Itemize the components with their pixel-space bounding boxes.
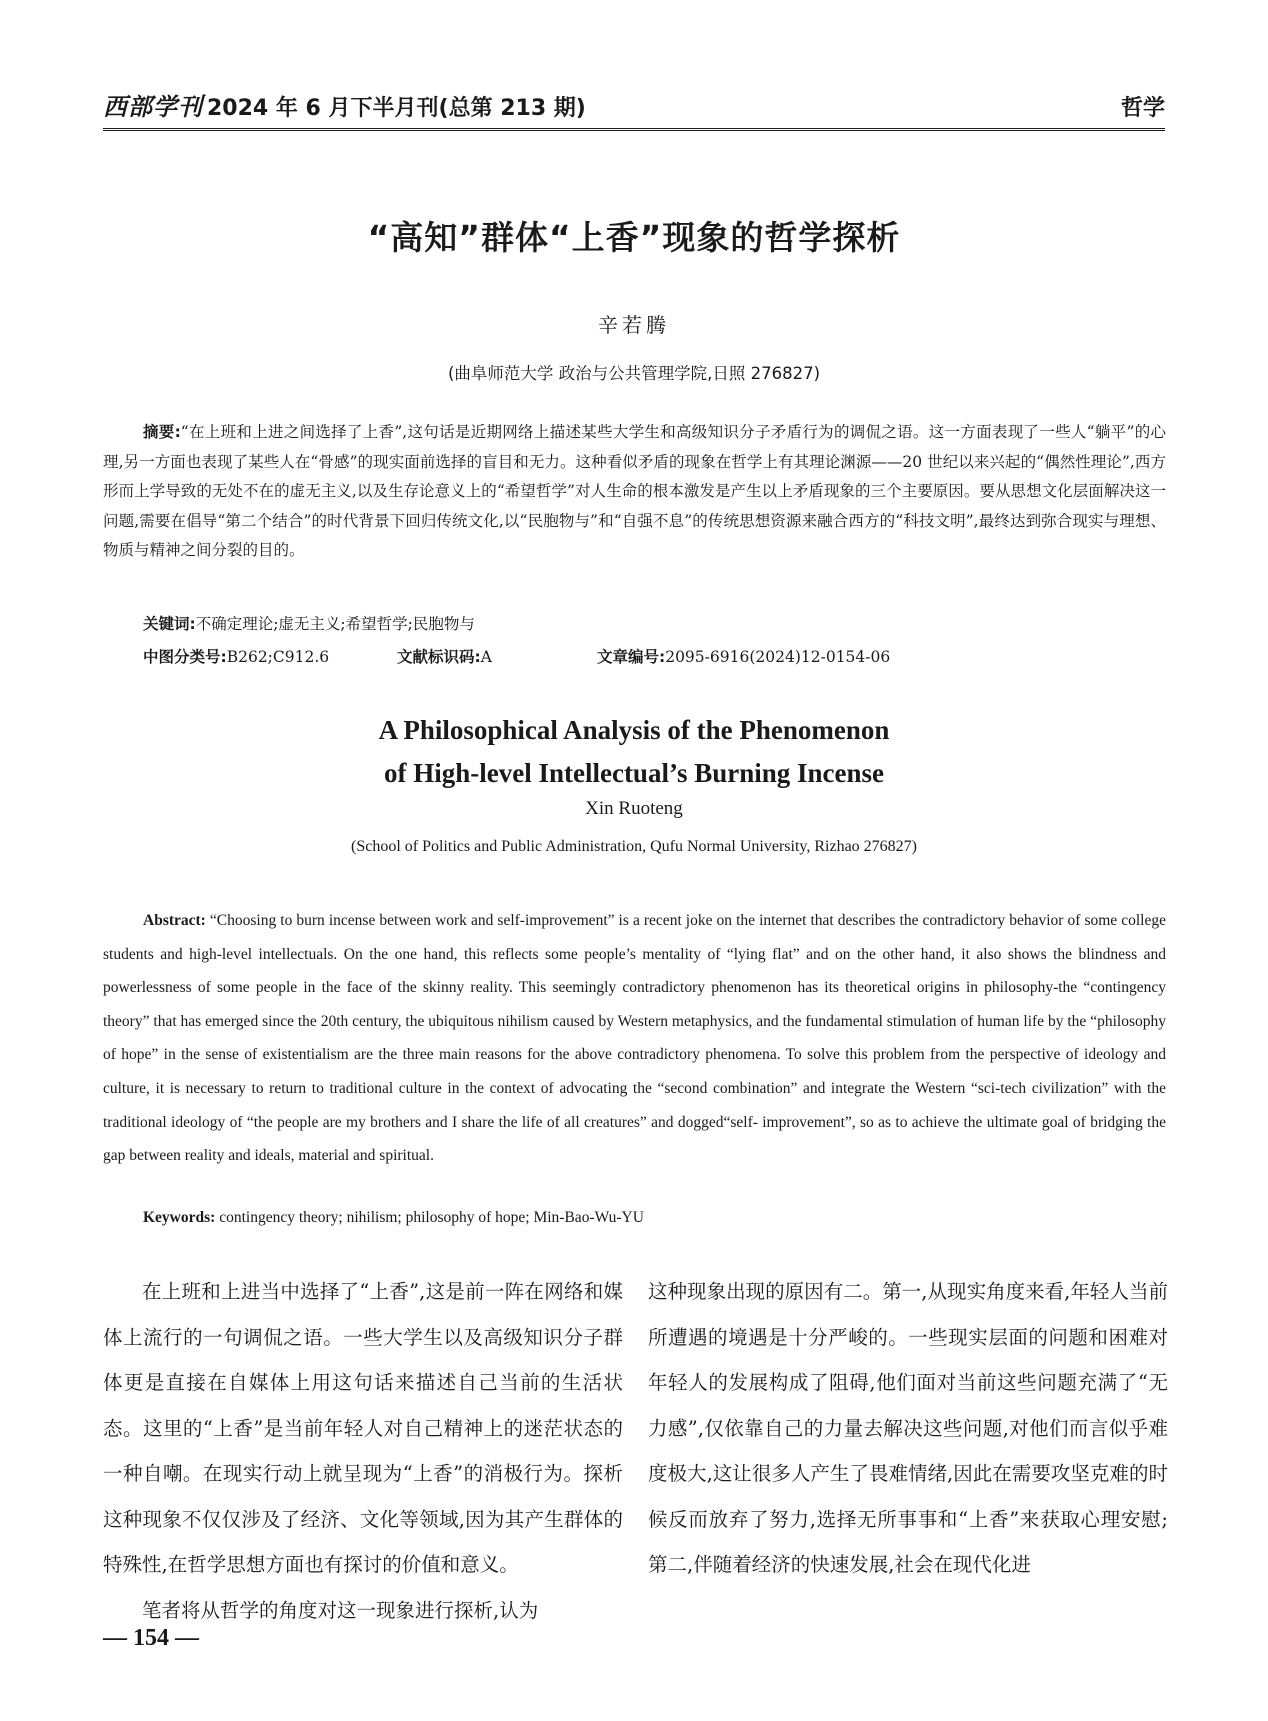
clc-label: 中图分类号: — [143, 648, 227, 666]
body-paragraph: 在上班和上进当中选择了“上香”,这是前一阵在网络和媒体上流行的一句调侃之语。一些大学生以及高级知识分子群体更是直接在自媒体上用这句话来描述自己当前的生活状态。这里的“上香”是当前年轻人对自己精神上的迷茫状态的一种自嘲。在现实行动上就呈现为“上香”的消极行为。探析这种现象不仅仅涉及了经济、文化等领域,因为其产生群体的特殊性,在哲学思想方面也有探讨的价值和意义。 — [103, 1280, 623, 1576]
keywords-cn — [143, 612, 475, 634]
keywords-en-label: Keywords: — [143, 1209, 216, 1226]
affiliation-en: (School of Politics and Public Administration, Qufu Normal University, Rizhao 276827) — [350, 838, 917, 855]
article-value: 2095-6916(2024)12-0154-06 — [665, 648, 891, 666]
section-name: 哲学 — [1120, 96, 1165, 121]
body-column-right — [648, 1269, 1168, 1588]
page-number: — 154 — — [103, 1625, 199, 1651]
article-title-cn: “高知”群体“上香”现象的哲学探析 — [367, 218, 901, 257]
body-column-left — [103, 1269, 623, 1633]
running-header — [103, 86, 1165, 131]
abstract-en-label: Abstract: — [143, 912, 206, 929]
article-code — [597, 645, 890, 667]
body-paragraph: 这种现象出现的原因有二。第一,从现实角度来看,年轻人当前所遭遇的境遇是十分严峻的。一些现实层面的问题和困难对年轻人的发展构成了阻碍,他们面对当前这些问题充满了“无力感”,仅依靠自己的力量去解决这些问题,对他们而言似乎难度极大,这让很多人产生了畏难情绪,因此在需要攻坚克难的时候反而放弃了努力,选择无所事事和“上香”来获取心理安慰;第二,伴随着经济的快速发展,社会在现代化进 — [648, 1280, 1168, 1576]
doc-value: A — [480, 648, 492, 666]
keywords-cn-text: 不确定理论;虚无主义;希望哲学;民胞物与 — [195, 615, 475, 633]
doc-code — [397, 645, 492, 667]
issue-info: 2024 年 6 月下半月刊(总第 213 期) — [207, 96, 586, 121]
keywords-en-text: contingency theory; nihilism; philosophy of hope; Min-Bao-Wu-YU — [215, 1209, 644, 1226]
keywords-en — [143, 1209, 644, 1227]
abstract-en — [103, 904, 1166, 1173]
abstract-cn-label: 摘要: — [143, 423, 181, 441]
abstract-en-text: “Choosing to burn incense between work and self-improvement” is a recent joke on the internet that describes the contradictory behavior of some college students and high-level intellectuals. On the one hand, this reflects some people’s mentality of “lying flat” and on the other hand, it also shows the blindness and powerlessness of some people in the face of the skinny reality. This seemingly contradictory phenomenon has its theoretical origins in philosophy-the “contingency theory” that has emerged since the 20th century, the ubiquitous nihilism caused by Western metaphysics, and the fundamental stimulation of human life by the “philosophy of hope” in the sense of existentialism are the three main reasons for the above contradictory phenomena. To solve this problem from the perspective of ideology and culture, it is necessary to return to traditional culture in the context of advocating the “second combination” and integrate the Western “sci-tech civilization” with the traditional ideology of “the people are my brothers and I share the life of all creatures” and dogged“self- improvement”, so as to achieve the ultimate goal of bridging the gap between reality and ideals, material and spiritual. — [103, 912, 1166, 1165]
keywords-cn-label: 关键词: — [143, 615, 196, 633]
author-en: Xin Ruoteng — [585, 798, 683, 819]
affiliation-cn: (曲阜师范大学 政治与公共管理学院,日照 276827) — [447, 364, 821, 383]
title-en-line1: A Philosophical Analysis of the Phenomenon — [378, 715, 890, 745]
clc-code — [143, 645, 329, 667]
article-label: 文章编号: — [597, 648, 666, 666]
body-paragraph: 笔者将从哲学的角度对这一现象进行探析,认为 — [142, 1598, 539, 1622]
journal-name: 西部学刊 — [103, 92, 203, 121]
title-en-line2: of High-level Intellectual’s Burning Incense — [384, 758, 884, 788]
article-title-en — [0, 709, 1268, 795]
author-cn: 辛若腾 — [598, 313, 670, 337]
doc-label: 文献标识码: — [397, 648, 481, 666]
abstract-cn-text: “在上班和上进之间选择了上香”,这句话是近期网络上描述某些大学生和高级知识分子矛盾行为的调侃之语。这一方面表现了一些人“躺平”的心理,另一方面也表现了某些人在“骨感”的现实面前选择的盲目和无力。这种看似矛盾的现象在哲学上有其理论渊源——20 世纪以来兴起的“偶然性理论”,西方形而上学导致的无处不在的虚无主义,以及生存论意义上的“希望哲学”对人生命的根本激发是产生以上矛盾现象的三个主要原因。要从思想文化层面解决这一问题,需要在倡导“第二个结合”的时代背景下回归传统文化,以“民胞物与”和“自强不息”的传统思想资源来融合西方的“科技文明”,最终达到弥合现实与理想、物质与精神之间分裂的目的。 — [103, 423, 1166, 559]
journal-info — [103, 87, 586, 122]
abstract-cn — [103, 418, 1166, 566]
clc-value: B262;C912.6 — [226, 648, 330, 666]
